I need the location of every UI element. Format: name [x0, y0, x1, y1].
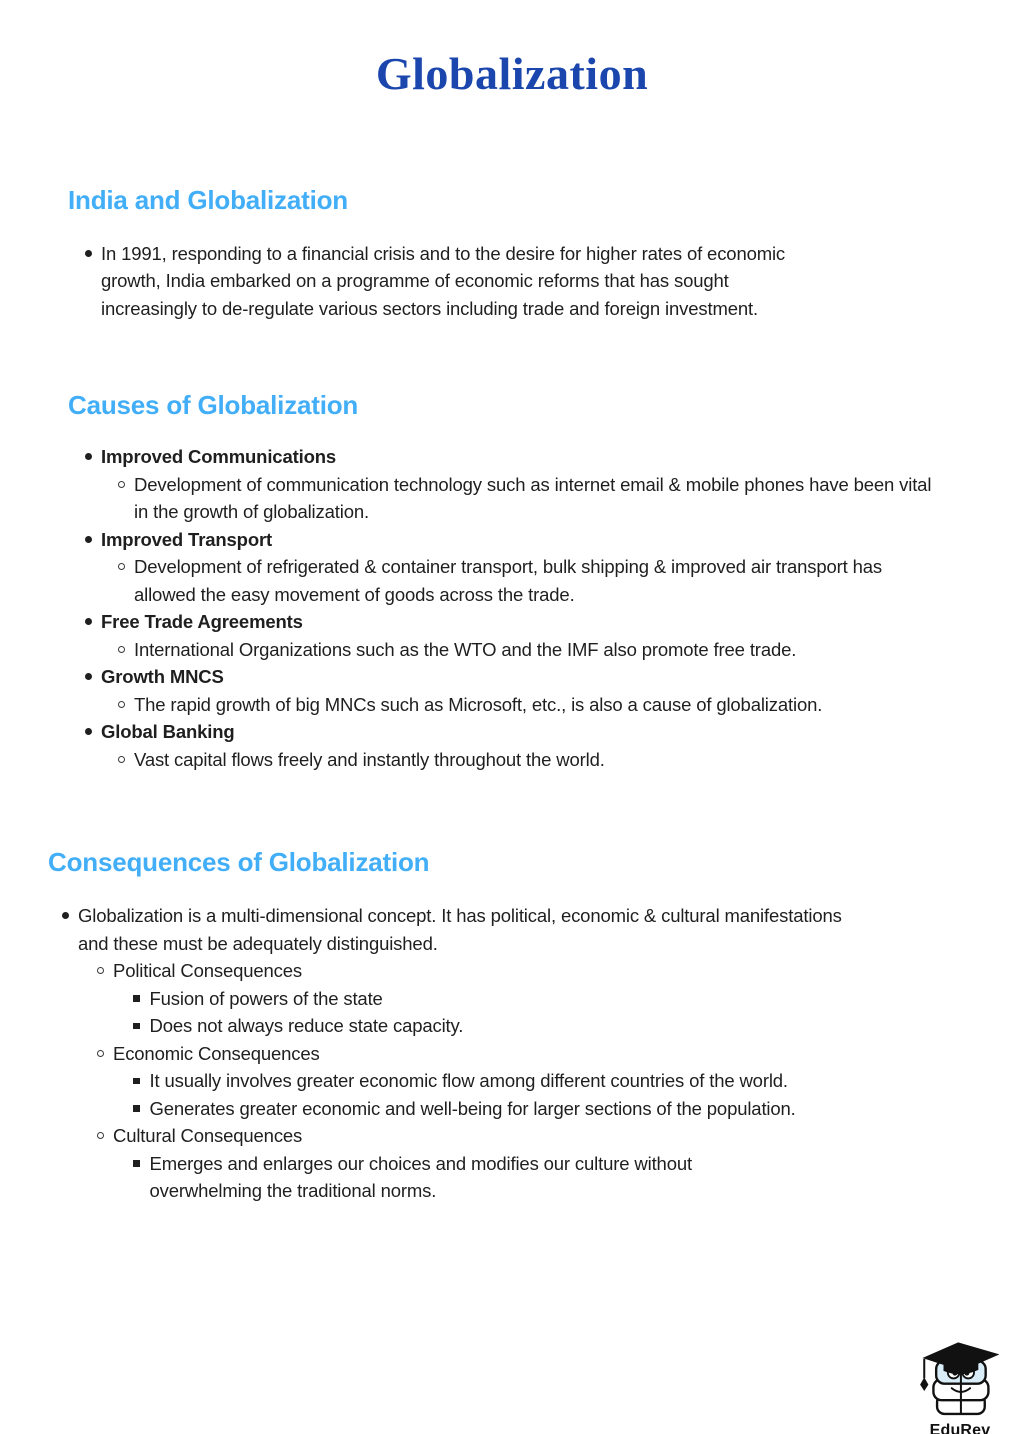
list-item [68, 443, 984, 471]
list-item [68, 718, 984, 746]
bullet-dot-icon [85, 728, 92, 735]
cause-title: Improved Communications [101, 446, 337, 468]
bullet-dot-icon [62, 912, 69, 919]
edurev-logo-text: EduRev [929, 1422, 991, 1434]
list-subitem [68, 471, 984, 526]
list-item [68, 240, 964, 323]
bullet-circle-icon [97, 1050, 104, 1057]
list-subitem [68, 636, 984, 664]
list-subitem [68, 553, 984, 608]
bullet-dot-icon [85, 536, 92, 543]
list-subsubitem [48, 1095, 984, 1123]
list-subitem [48, 1040, 984, 1068]
list-subsubitem [48, 1150, 984, 1205]
bullet-dot-icon [85, 250, 92, 257]
cause-title: Free Trade Agreements [101, 611, 303, 633]
section-consequences-of-globalization [48, 847, 984, 1205]
consequences-intro-text: Globalization is a multi-dimensional concept. It has political, economic & cultural manifestations and these must be adequately distinguished. [78, 905, 842, 954]
india-section-heading: India and Globalization [68, 184, 348, 215]
list-subitem [68, 691, 984, 719]
bullet-dot-icon [85, 618, 92, 625]
bullet-square-icon [133, 1078, 140, 1085]
list-item [68, 526, 984, 554]
list-item [68, 663, 984, 691]
bullet-dot-icon [85, 453, 92, 460]
consequence-point: Emerges and enlarges our choices and modifies our culture without overwhelming the traditional norms. [149, 1152, 692, 1202]
list-subitem [48, 1122, 984, 1150]
section-india-and-globalization [68, 185, 964, 323]
list-subsubitem [48, 1012, 984, 1040]
list-subsubitem [48, 1067, 984, 1095]
bullet-circle-icon [118, 701, 125, 708]
bullet-circle-icon [118, 646, 125, 653]
bullet-square-icon [133, 995, 140, 1002]
india-bullet-list [68, 240, 964, 323]
list-subitem [48, 957, 984, 985]
cause-detail: Development of communication technology such as internet email & mobile phones have been vital in the growth of globalization. [134, 473, 932, 523]
consequence-point: It usually involves greater economic flow among different countries of the world. [149, 1070, 788, 1092]
causes-bullet-list [68, 443, 984, 773]
consequences-bullet-list [48, 902, 984, 1205]
bullet-square-icon [133, 1023, 140, 1030]
list-item-text: In 1991, responding to a financial crisis and to the desire for higher rates of economic growth, India embarked on a programme of economic reforms that has sought increasingly to de-regulate various sectors including trade and foreign investment. [101, 242, 786, 319]
edurev-logo [908, 1336, 1012, 1434]
bullet-circle-icon [97, 1132, 104, 1139]
cause-detail: International Organizations such as the WTO and the IMF also promote free trade. [134, 638, 797, 660]
consequences-section-heading: Consequences of Globalization [48, 847, 430, 878]
page-title: Globalization [375, 48, 649, 99]
bullet-circle-icon [97, 967, 104, 974]
cause-detail: Vast capital flows freely and instantly throughout the world. [134, 748, 605, 770]
list-subitem [68, 746, 984, 774]
edurev-mascot-icon [914, 1336, 1006, 1424]
cause-detail: The rapid growth of big MNCs such as Microsoft, etc., is also a cause of globalization. [134, 693, 823, 715]
bullet-square-icon [133, 1160, 140, 1167]
consequence-point: Generates greater economic and well-being for larger sections of the population. [149, 1097, 796, 1119]
cause-title: Growth MNCS [101, 666, 224, 688]
consequence-group-title: Political Consequences [113, 960, 303, 982]
cause-title: Improved Transport [101, 528, 273, 550]
list-item [68, 608, 984, 636]
bullet-circle-icon [118, 756, 125, 763]
bullet-circle-icon [118, 481, 125, 488]
consequence-point: Does not always reduce state capacity. [149, 1015, 464, 1037]
list-item [48, 902, 984, 957]
list-subsubitem [48, 985, 984, 1013]
section-causes-of-globalization [68, 390, 984, 773]
cause-detail: Development of refrigerated & container transport, bulk shipping & improved air transport has allowed the easy movement of goods across the trade. [134, 556, 883, 605]
consequence-point: Fusion of powers of the state [149, 987, 383, 1009]
cause-title: Global Banking [101, 721, 235, 743]
bullet-square-icon [133, 1105, 140, 1112]
consequence-group-title: Cultural Consequences [113, 1125, 303, 1147]
consequence-group-title: Economic Consequences [113, 1042, 320, 1064]
bullet-dot-icon [85, 673, 92, 680]
causes-section-heading: Causes of Globalization [68, 390, 359, 421]
bullet-circle-icon [118, 563, 125, 570]
